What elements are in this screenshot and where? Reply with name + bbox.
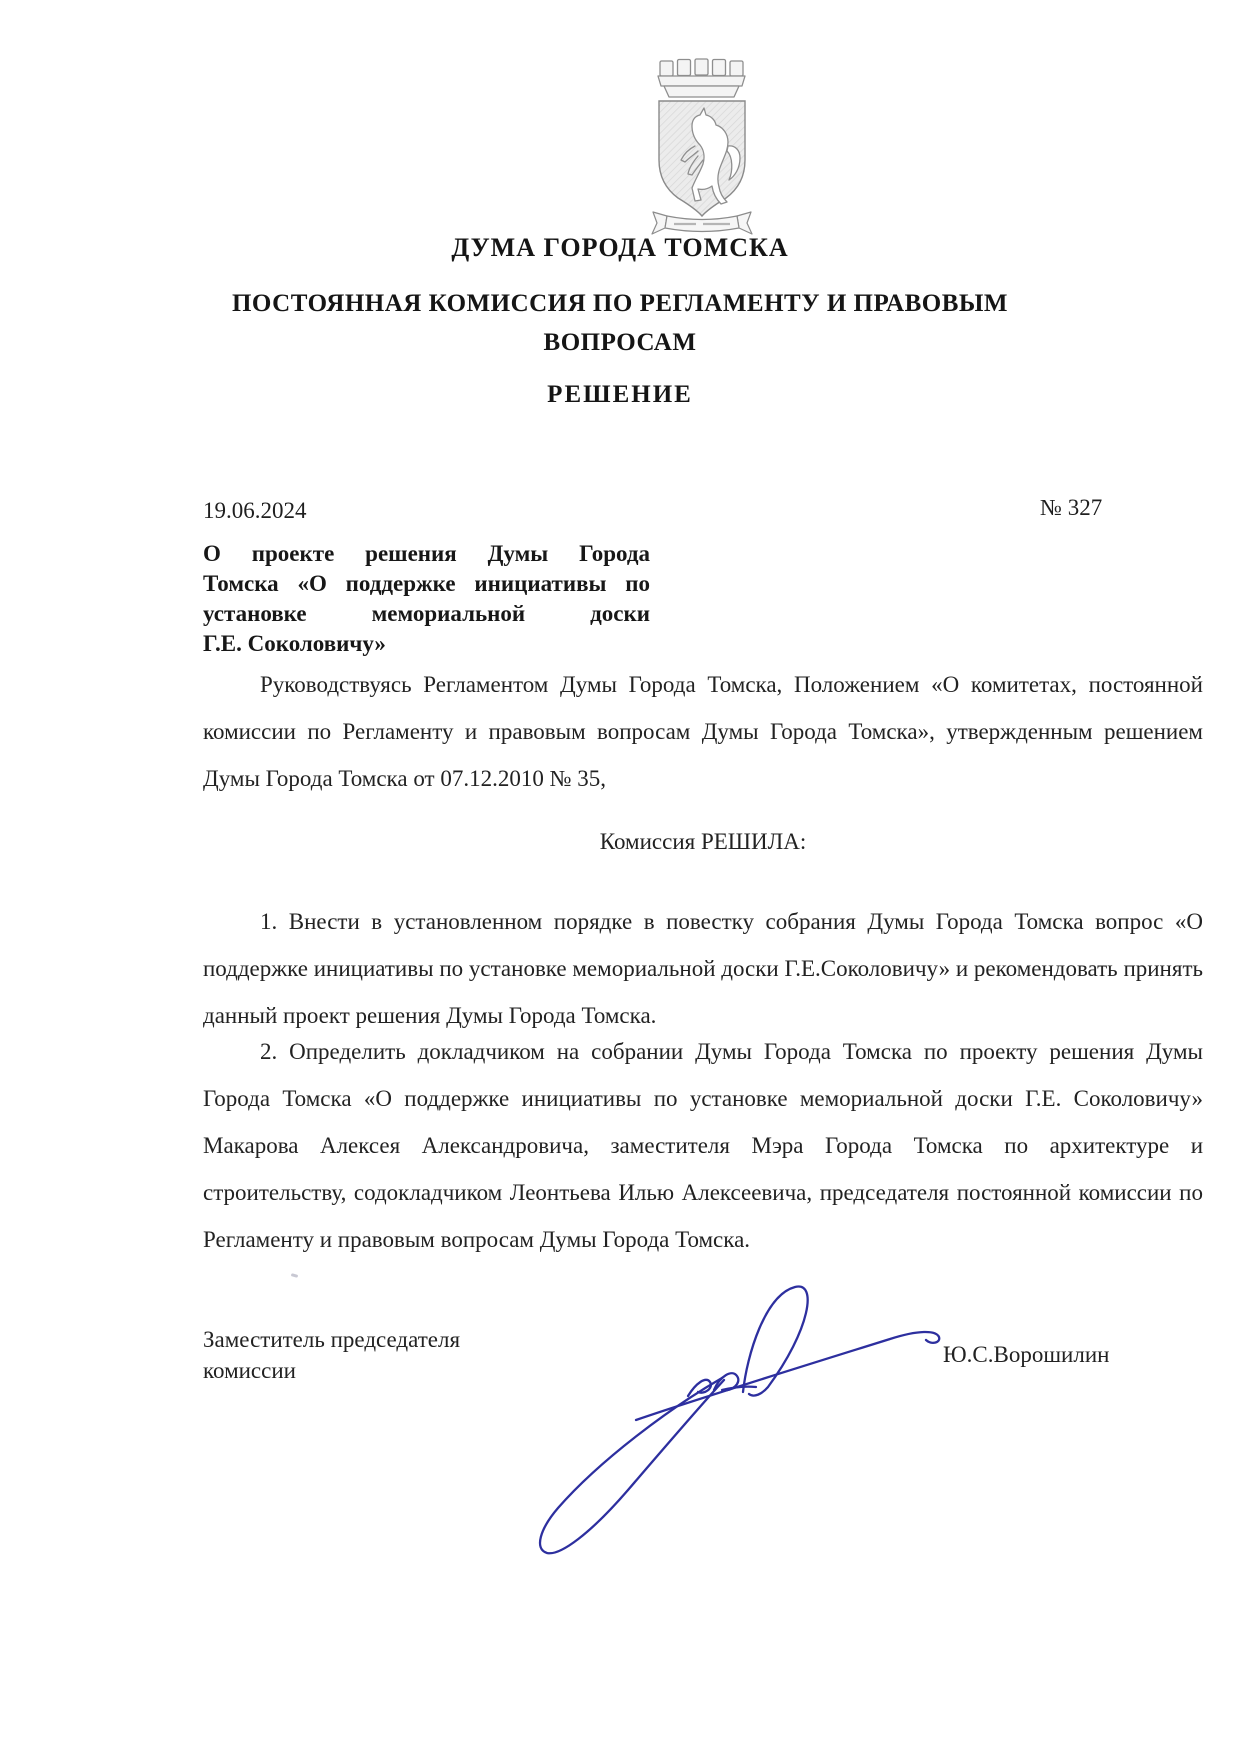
document-type-heading: РЕШЕНИЕ — [547, 381, 693, 408]
document-number: № 327 — [1040, 495, 1103, 520]
mural-crown-icon — [658, 59, 745, 97]
handwritten-signature — [450, 1140, 960, 1570]
subject-line: установке мемориальной доски — [203, 601, 650, 626]
commission-name-line-1: ПОСТОЯННАЯ КОМИССИЯ ПО РЕГЛАМЕНТУ И ПРАВОВЫМ — [231, 290, 1009, 317]
preamble-paragraph: Руководствуясь Регламентом Думы Города Томска, Положением «О комитетах, постоянной комиссии по Регламенту и правовым вопросам Думы Города Томска», утвержденным решением Думы Города Томска от 07.12.2010 № 35, — [203, 672, 1203, 791]
subject-line: О проекте решения Думы Города — [203, 541, 650, 566]
resolution-item-2: 2. Определить докладчиком на собрании Думы Города Томска по проекту решения Думы Города Томска «О поддержке инициативы по установке мемориальной доски Г.Е. Соколовичу» Макарова Алексея Александровича, заместителя Мэра Города Томска по архитектуре и строительству, содокладчиком Леонтьева Илью Алексеевича, председателя постоянной комиссии по Регламенту и правовым вопросам Думы Города Томска. — [203, 1039, 1203, 1252]
document-subject — [203, 539, 650, 659]
document-date: 19.06.2024 — [203, 498, 307, 523]
resolution-heading: Комиссия РЕШИЛА: — [599, 829, 807, 854]
tomsk-coat-of-arms-icon — [645, 56, 760, 236]
subject-line: Томска «О поддержке инициативы по — [203, 571, 650, 596]
signatory-name: Ю.С.Ворошилин — [943, 1342, 1110, 1367]
organization-name: ДУМА ГОРОДА ТОМСКА — [451, 233, 789, 262]
signatory-position: Заместитель председателя комиссии — [203, 1327, 461, 1383]
resolution-item-1: 1. Внести в установленном порядке в повестку собрания Думы Города Томска вопрос «О поддержке инициативы по установке мемориальной доски Г.Е.Соколовичу» и рекомендовать принять данный проект решения Думы Города Томска. — [203, 909, 1203, 1028]
commission-name-line-2: ВОПРОСАМ — [543, 329, 697, 356]
stray-ink-mark — [291, 1273, 299, 1278]
commission-name — [170, 284, 1070, 362]
subject-line: Г.Е. Соколовичу» — [203, 631, 386, 656]
